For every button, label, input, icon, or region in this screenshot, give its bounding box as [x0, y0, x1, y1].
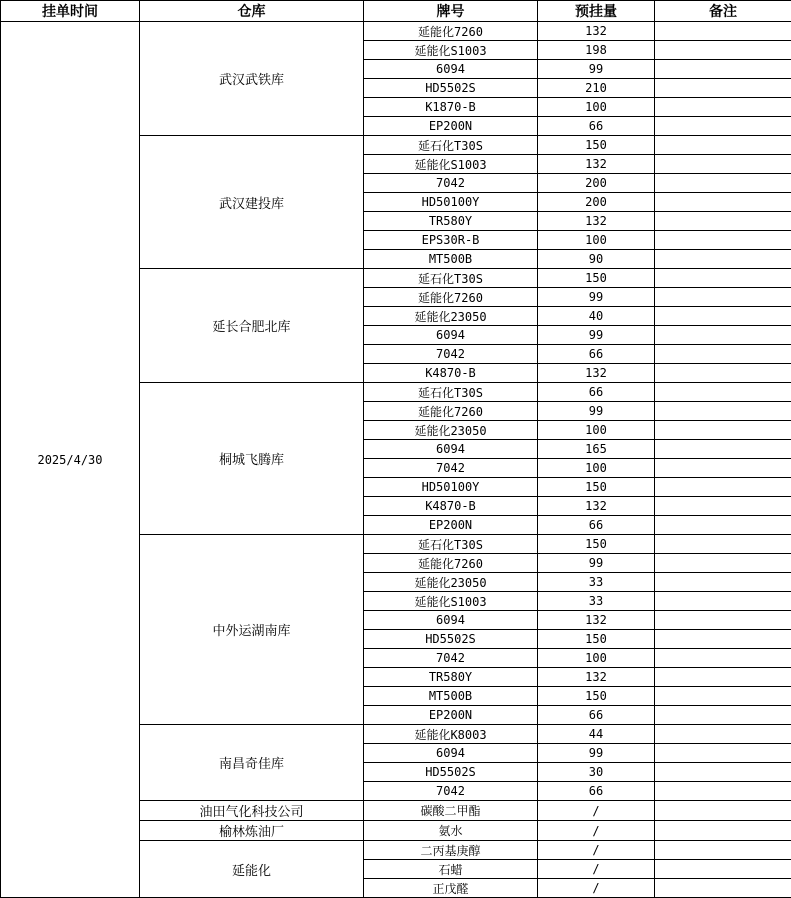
quantity-cell[interactable]: 33 — [538, 592, 655, 611]
grade-cell[interactable]: 6094 — [364, 60, 538, 79]
quantity-cell[interactable]: 90 — [538, 250, 655, 269]
remark-cell[interactable] — [655, 345, 791, 364]
quantity-cell[interactable]: 200 — [538, 174, 655, 193]
quantity-cell[interactable]: 150 — [538, 136, 655, 155]
quantity-cell[interactable]: 100 — [538, 649, 655, 668]
remark-cell[interactable] — [655, 364, 791, 383]
grade-cell[interactable]: MT500B — [364, 687, 538, 706]
grade-cell[interactable]: EP200N — [364, 117, 538, 136]
quantity-cell[interactable]: 100 — [538, 98, 655, 117]
grade-cell[interactable]: HD5502S — [364, 763, 538, 782]
quantity-cell[interactable]: 150 — [538, 630, 655, 649]
grade-cell[interactable]: 延能化S1003 — [364, 41, 538, 60]
quantity-cell[interactable]: 132 — [538, 364, 655, 383]
grade-cell[interactable]: EP200N — [364, 706, 538, 725]
quantity-cell[interactable]: 150 — [538, 478, 655, 497]
remark-cell[interactable] — [655, 231, 791, 250]
quantity-cell[interactable]: 165 — [538, 440, 655, 459]
warehouse-cell[interactable]: 武汉建投库 — [140, 136, 364, 269]
grade-cell[interactable]: 延能化7260 — [364, 554, 538, 573]
quantity-cell[interactable]: 99 — [538, 554, 655, 573]
quantity-cell[interactable]: 150 — [538, 687, 655, 706]
quantity-cell[interactable]: 66 — [538, 117, 655, 136]
quantity-cell[interactable]: 200 — [538, 193, 655, 212]
grade-cell[interactable]: HD50100Y — [364, 478, 538, 497]
grade-cell[interactable]: 延石化T30S — [364, 136, 538, 155]
quantity-cell[interactable]: / — [538, 801, 655, 821]
quantity-cell[interactable]: 66 — [538, 516, 655, 535]
grade-cell[interactable]: 7042 — [364, 649, 538, 668]
quantity-cell[interactable]: 99 — [538, 744, 655, 763]
quantity-cell[interactable]: 132 — [538, 668, 655, 687]
quantity-cell[interactable]: 100 — [538, 421, 655, 440]
warehouse-cell[interactable]: 榆林炼油厂 — [140, 821, 364, 841]
quantity-cell[interactable]: 66 — [538, 706, 655, 725]
grade-cell[interactable]: 延能化23050 — [364, 421, 538, 440]
grade-cell[interactable]: 延能化K8003 — [364, 725, 538, 744]
quantity-cell[interactable]: 99 — [538, 288, 655, 307]
quantity-cell[interactable]: 99 — [538, 402, 655, 421]
grade-cell[interactable]: TR580Y — [364, 668, 538, 687]
remark-cell[interactable] — [655, 117, 791, 136]
grade-cell[interactable]: 正戊醛 — [364, 879, 538, 898]
table-row — [1, 22, 791, 41]
quantity-cell[interactable]: 66 — [538, 345, 655, 364]
quantity-cell[interactable]: / — [538, 860, 655, 879]
remark-cell[interactable] — [655, 79, 791, 98]
remark-cell[interactable] — [655, 782, 791, 801]
warehouse-cell[interactable]: 油田气化科技公司 — [140, 801, 364, 821]
remark-cell[interactable] — [655, 174, 791, 193]
grade-cell[interactable]: 6094 — [364, 611, 538, 630]
remark-cell[interactable] — [655, 459, 791, 478]
remark-cell[interactable] — [655, 22, 791, 41]
remark-cell[interactable] — [655, 250, 791, 269]
remark-cell[interactable] — [655, 383, 791, 402]
quantity-cell[interactable]: 66 — [538, 782, 655, 801]
quantity-cell[interactable]: 100 — [538, 459, 655, 478]
quantity-cell[interactable]: 99 — [538, 326, 655, 345]
quantity-cell[interactable]: 132 — [538, 22, 655, 41]
quantity-cell[interactable]: 44 — [538, 725, 655, 744]
grade-cell[interactable]: 延能化S1003 — [364, 592, 538, 611]
quantity-cell[interactable]: 132 — [538, 212, 655, 231]
grade-cell[interactable]: 7042 — [364, 345, 538, 364]
warehouse-cell[interactable]: 南昌奇佳库 — [140, 725, 364, 801]
remark-cell[interactable] — [655, 725, 791, 744]
date-cell[interactable]: 2025/4/30 — [1, 22, 140, 898]
grade-cell[interactable]: 延能化7260 — [364, 22, 538, 41]
grade-cell[interactable]: 延能化S1003 — [364, 155, 538, 174]
grade-cell[interactable]: 延能化23050 — [364, 307, 538, 326]
remark-cell[interactable] — [655, 497, 791, 516]
grade-cell[interactable]: 延能化23050 — [364, 573, 538, 592]
quantity-cell[interactable]: / — [538, 841, 655, 860]
grade-cell[interactable]: TR580Y — [364, 212, 538, 231]
remark-cell[interactable] — [655, 592, 791, 611]
quantity-cell[interactable]: 150 — [538, 269, 655, 288]
quantity-cell[interactable]: 198 — [538, 41, 655, 60]
remark-cell[interactable] — [655, 193, 791, 212]
grade-cell[interactable]: 6094 — [364, 744, 538, 763]
header-quantity[interactable]: 预挂量 — [538, 1, 655, 22]
quantity-cell[interactable]: 210 — [538, 79, 655, 98]
quantity-cell[interactable]: / — [538, 821, 655, 841]
warehouse-cell[interactable]: 桐城飞腾库 — [140, 383, 364, 535]
grade-cell[interactable]: 氨水 — [364, 821, 538, 841]
remark-cell[interactable] — [655, 478, 791, 497]
header-remark[interactable]: 备注 — [655, 1, 791, 22]
remark-cell[interactable] — [655, 668, 791, 687]
remark-cell[interactable] — [655, 687, 791, 706]
remark-cell[interactable] — [655, 535, 791, 554]
remark-cell[interactable] — [655, 269, 791, 288]
grade-cell[interactable]: HD5502S — [364, 630, 538, 649]
remark-cell[interactable] — [655, 516, 791, 535]
grade-cell[interactable]: K1870-B — [364, 98, 538, 117]
quantity-cell[interactable]: 132 — [538, 611, 655, 630]
quantity-cell[interactable]: 33 — [538, 573, 655, 592]
grade-cell[interactable]: EP200N — [364, 516, 538, 535]
remark-cell[interactable] — [655, 288, 791, 307]
remark-cell[interactable] — [655, 421, 791, 440]
grade-cell[interactable]: 7042 — [364, 782, 538, 801]
remark-cell[interactable] — [655, 136, 791, 155]
remark-cell[interactable] — [655, 801, 791, 821]
remark-cell[interactable] — [655, 573, 791, 592]
grade-cell[interactable]: 延能化7260 — [364, 288, 538, 307]
header-grade[interactable]: 牌号 — [364, 1, 538, 22]
grade-cell[interactable]: EPS30R-B — [364, 231, 538, 250]
quantity-cell[interactable]: 30 — [538, 763, 655, 782]
grade-cell[interactable]: 7042 — [364, 459, 538, 478]
grade-cell[interactable]: 延能化7260 — [364, 402, 538, 421]
grade-cell[interactable]: HD5502S — [364, 79, 538, 98]
remark-cell[interactable] — [655, 879, 791, 898]
grade-cell[interactable]: 延石化T30S — [364, 535, 538, 554]
remark-cell[interactable] — [655, 326, 791, 345]
remark-cell[interactable] — [655, 60, 791, 79]
remark-cell[interactable] — [655, 860, 791, 879]
remark-cell[interactable] — [655, 307, 791, 326]
remark-cell[interactable] — [655, 41, 791, 60]
grade-cell[interactable]: 延石化T30S — [364, 383, 538, 402]
remark-cell[interactable] — [655, 611, 791, 630]
quantity-cell[interactable]: 100 — [538, 231, 655, 250]
grade-cell[interactable]: 延石化T30S — [364, 269, 538, 288]
remark-cell[interactable] — [655, 98, 791, 117]
header-row — [1, 1, 791, 22]
table-body — [1, 22, 791, 898]
quantity-cell[interactable]: / — [538, 879, 655, 898]
warehouse-cell[interactable]: 武汉武铁库 — [140, 22, 364, 136]
remark-cell[interactable] — [655, 841, 791, 860]
quantity-cell[interactable]: 40 — [538, 307, 655, 326]
remark-cell[interactable] — [655, 554, 791, 573]
remark-cell[interactable] — [655, 706, 791, 725]
grade-cell[interactable]: MT500B — [364, 250, 538, 269]
grade-cell[interactable]: HD50100Y — [364, 193, 538, 212]
remark-cell[interactable] — [655, 649, 791, 668]
warehouse-cell[interactable]: 中外运湖南库 — [140, 535, 364, 725]
quantity-cell[interactable]: 99 — [538, 60, 655, 79]
remark-cell[interactable] — [655, 155, 791, 174]
remark-cell[interactable] — [655, 402, 791, 421]
grade-cell[interactable]: K4870-B — [364, 497, 538, 516]
quantity-cell[interactable]: 132 — [538, 155, 655, 174]
grade-cell[interactable]: 二丙基庚醇 — [364, 841, 538, 860]
grade-cell[interactable]: 石蜡 — [364, 860, 538, 879]
warehouse-cell[interactable]: 延能化 — [140, 841, 364, 898]
grade-cell[interactable]: 7042 — [364, 174, 538, 193]
remark-cell[interactable] — [655, 440, 791, 459]
quantity-cell[interactable]: 132 — [538, 497, 655, 516]
quantity-cell[interactable]: 66 — [538, 383, 655, 402]
grade-cell[interactable]: 6094 — [364, 440, 538, 459]
remark-cell[interactable] — [655, 821, 791, 841]
quantity-cell[interactable]: 150 — [538, 535, 655, 554]
header-warehouse[interactable]: 仓库 — [140, 1, 364, 22]
remark-cell[interactable] — [655, 630, 791, 649]
remark-cell[interactable] — [655, 763, 791, 782]
remark-cell[interactable] — [655, 212, 791, 231]
warehouse-cell[interactable]: 延长合肥北库 — [140, 269, 364, 383]
grade-cell[interactable]: K4870-B — [364, 364, 538, 383]
grade-cell[interactable]: 6094 — [364, 326, 538, 345]
header-date[interactable]: 挂单时间 — [1, 1, 140, 22]
remark-cell[interactable] — [655, 744, 791, 763]
grade-cell[interactable]: 碳酸二甲酯 — [364, 801, 538, 821]
